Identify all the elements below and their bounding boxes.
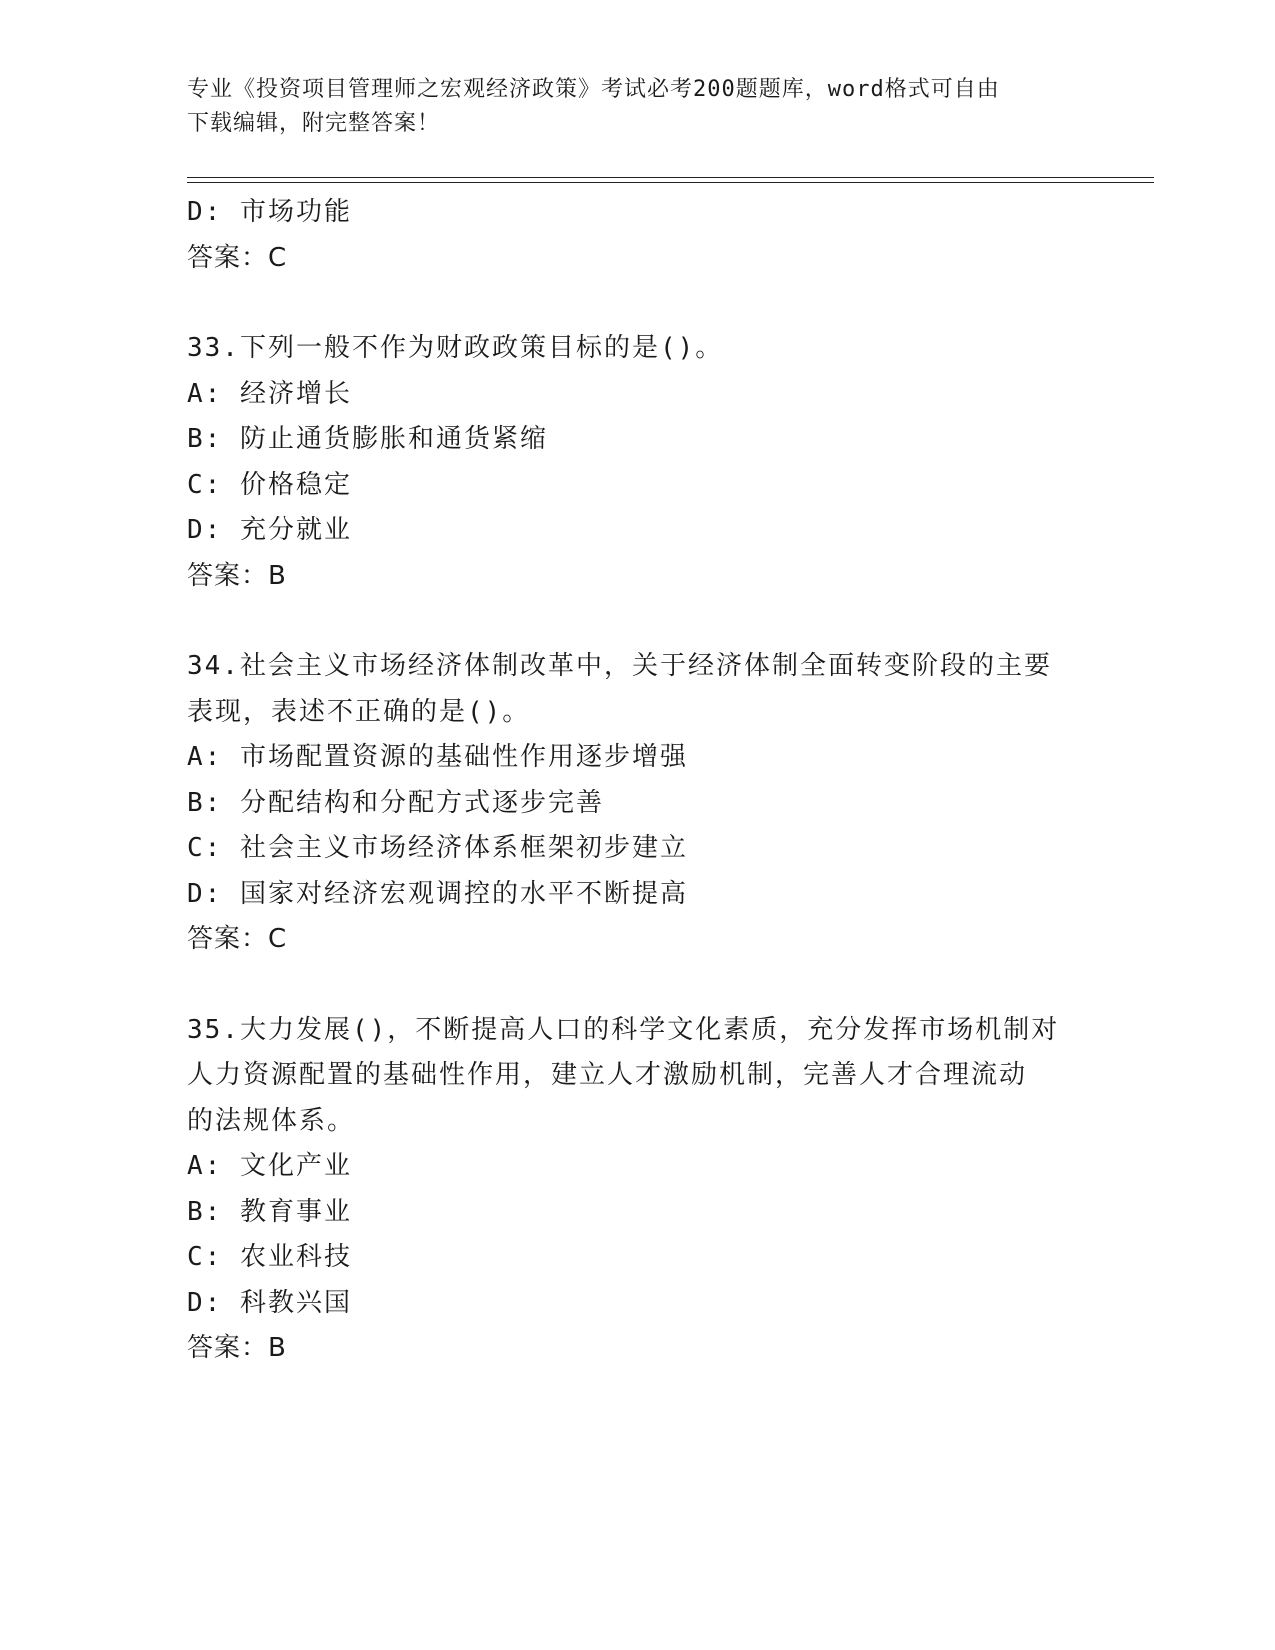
document-header xyxy=(187,73,1087,141)
spacer xyxy=(187,281,1087,326)
option-d: D: 国家对经济宏观调控的水平不断提高 xyxy=(187,878,688,909)
question-stem-line-1: 35.大力发展()，不断提高人口的科学文化素质，充分发挥市场机制对 xyxy=(187,1014,1060,1045)
question-stem-line-3: 的法规体系。 xyxy=(187,1105,356,1136)
question-34 xyxy=(187,644,1087,963)
prev-option-d: D: 市场功能 xyxy=(187,197,352,227)
question-stem-line-2: 人力资源配置的基础性作用，建立人才激励机制，完善人才合理流动 xyxy=(187,1060,1028,1090)
option-a: A: 文化产业 xyxy=(187,1151,352,1181)
option-b: B: 防止通货膨胀和通货紧缩 xyxy=(187,424,548,454)
spacer xyxy=(187,963,1087,1008)
option-c: C: 社会主义市场经济体系框架初步建立 xyxy=(187,833,688,863)
answer: 答案：B xyxy=(187,560,287,591)
question-stem-line-2: 表现，表述不正确的是()。 xyxy=(187,696,531,727)
option-b: B: 教育事业 xyxy=(187,1196,352,1227)
question-33 xyxy=(187,326,1087,599)
header-divider-bottom xyxy=(187,182,1154,183)
question-list xyxy=(187,190,1087,1372)
header-divider-top xyxy=(187,177,1154,178)
header-line-2: 下载编辑，附完整答案！ xyxy=(187,111,441,136)
answer: 答案：C xyxy=(187,924,288,954)
answer: 答案：B xyxy=(187,1333,287,1363)
option-b: B: 分配结构和分配方式逐步完善 xyxy=(187,787,604,818)
question-stem: 33.下列一般不作为财政政策目标的是()。 xyxy=(187,333,724,363)
option-d: D: 科教兴国 xyxy=(187,1287,352,1318)
prev-answer: 答案：C xyxy=(187,242,288,273)
question-stem-line-1: 34.社会主义市场经济体制改革中，关于经济体制全面转变阶段的主要 xyxy=(187,651,1052,681)
option-a: A: 经济增长 xyxy=(187,378,352,409)
option-c: C: 价格稳定 xyxy=(187,469,352,500)
option-a: A: 市场配置资源的基础性作用逐步增强 xyxy=(187,742,688,772)
question-35 xyxy=(187,1008,1087,1372)
option-d: D: 充分就业 xyxy=(187,515,352,545)
option-c: C: 农业科技 xyxy=(187,1242,352,1272)
header-line-1: 专业《投资项目管理师之宏观经济政策》考试必考200题题库，word格式可自由 xyxy=(187,77,1000,102)
spacer xyxy=(187,599,1087,644)
